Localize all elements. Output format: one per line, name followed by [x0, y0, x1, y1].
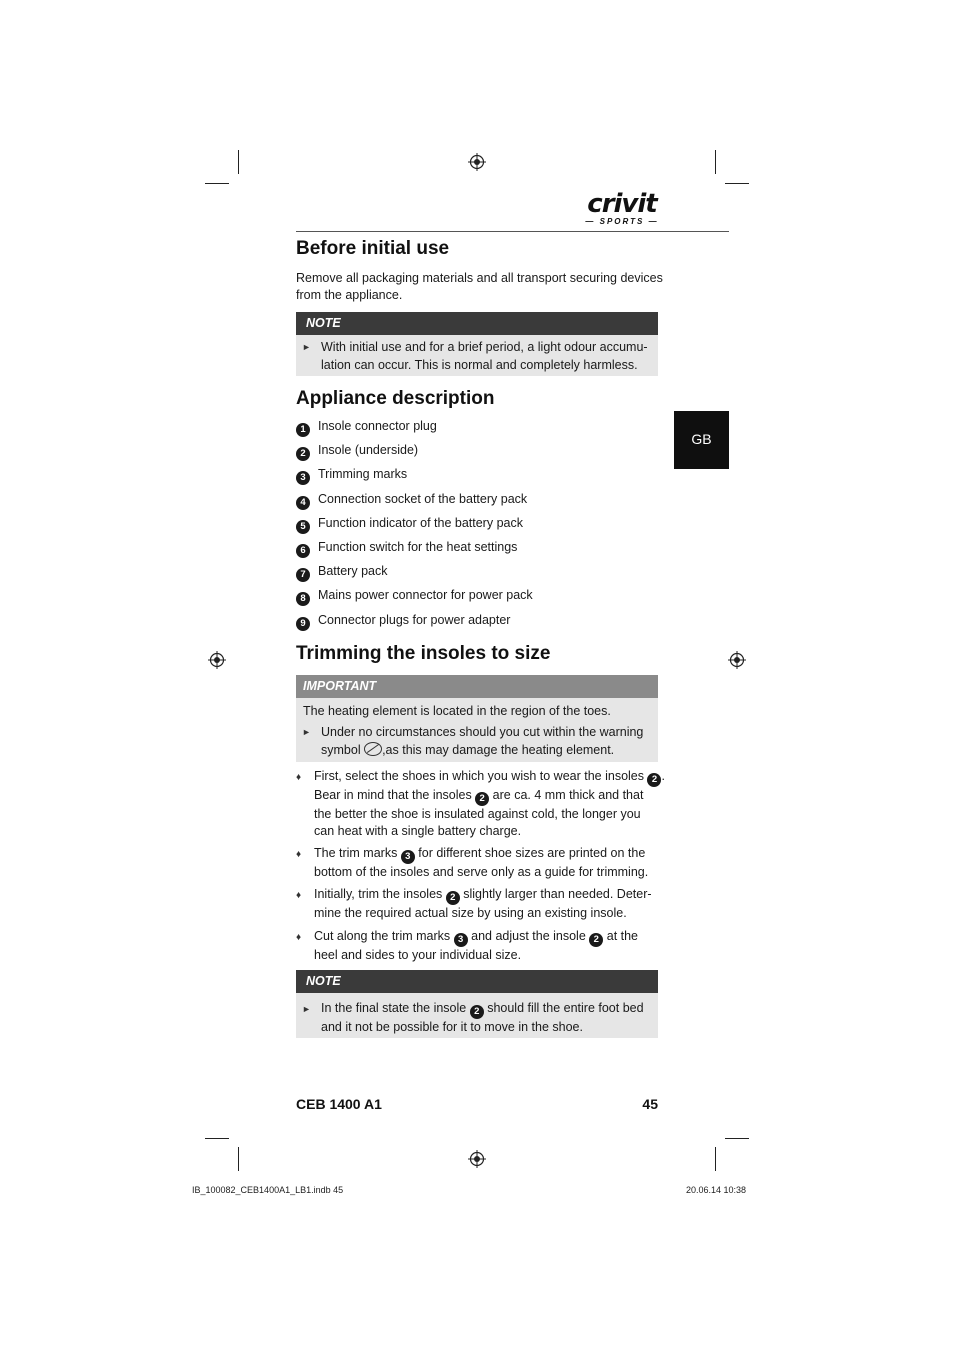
- model-number: CEB 1400 A1: [296, 1096, 382, 1112]
- appliance-item: [296, 612, 510, 631]
- appliance-item: [296, 491, 527, 510]
- diamond-bullet-icon: ♦: [296, 932, 302, 943]
- important-header: IMPORTANT: [296, 675, 658, 698]
- crop-mark: [725, 183, 749, 184]
- diamond-bullet-icon: ♦: [296, 890, 302, 901]
- appliance-item: [296, 587, 533, 606]
- before-use-text: Remove all packaging materials and all transport securing devices from the appliance.: [296, 271, 663, 302]
- item-label: Insole (underside): [318, 443, 419, 458]
- item-number: 1: [296, 423, 310, 437]
- brand-sub: — SPORTS —: [585, 217, 659, 226]
- arrow-icon: ►: [302, 1004, 311, 1014]
- item-label: Connector plugs for power adapter: [318, 612, 511, 627]
- item-number: 2: [296, 447, 310, 461]
- section-title-appliance: Appliance description: [296, 388, 495, 409]
- item-label: Connection socket of the battery pack: [318, 491, 528, 506]
- arrow-icon: ►: [302, 727, 311, 737]
- item-number: 7: [296, 568, 310, 582]
- item-number: 9: [296, 617, 310, 631]
- appliance-item: [296, 563, 387, 582]
- ref-number: 2: [475, 792, 489, 806]
- item-label: Trimming marks: [318, 467, 408, 482]
- print-slug-right: 20.06.14 10:38: [686, 1185, 747, 1195]
- print-slug-left: IB_100082_CEB1400A1_LB1.indb 45: [192, 1185, 344, 1195]
- appliance-item: [296, 466, 407, 485]
- crop-mark: [205, 183, 229, 184]
- item-number: 6: [296, 544, 310, 558]
- crop-mark: [238, 150, 239, 174]
- no-cut-symbol-icon: [364, 742, 382, 756]
- item-label: Function indicator of the battery pack: [318, 515, 523, 530]
- crop-mark: [238, 1147, 239, 1171]
- appliance-item: [296, 442, 418, 461]
- important-box: The heating element is located in the region of the toes. ► Under no circumstances should you cut within the warning symbol ,as this may damage the heating element.: [296, 698, 658, 762]
- registration-mark-icon: [468, 1150, 486, 1168]
- item-label: Function switch for the heat settings: [318, 540, 518, 554]
- registration-mark-icon: [468, 153, 486, 171]
- brand-name: crivit: [587, 189, 657, 219]
- note-box: ► With initial use and for a brief period, a light odour accumu- lation can occur. This is normal and completely harmless.: [296, 335, 658, 376]
- appliance-item: [296, 418, 437, 437]
- language-tab: GB: [674, 411, 729, 469]
- crop-mark: [715, 1147, 716, 1171]
- item-label: Insole connector plug: [318, 419, 437, 433]
- ref-number: 2: [589, 933, 603, 947]
- note-header: NOTE: [296, 970, 658, 993]
- page-number: 45: [642, 1096, 658, 1112]
- note-header: NOTE: [296, 312, 658, 335]
- item-number: 5: [296, 520, 310, 534]
- diamond-bullet-icon: ♦: [296, 772, 302, 783]
- item-label: Mains power connector for power pack: [318, 588, 533, 603]
- appliance-item: [296, 539, 517, 558]
- ref-number: 2: [647, 773, 661, 787]
- item-number: 3: [296, 471, 310, 485]
- section-title-before-use: Before initial use: [296, 238, 450, 259]
- ref-number: 3: [454, 933, 468, 947]
- item-number: 4: [296, 496, 310, 510]
- item-label: Battery pack: [318, 564, 388, 579]
- crop-mark: [205, 1138, 229, 1139]
- note-box: ► In the final state the insole 2 should fill the entire foot bed and it not be possible for it to move in the shoe.: [296, 993, 658, 1038]
- registration-mark-icon: [728, 651, 746, 669]
- section-title-trimming: Trimming the insoles to size: [296, 643, 551, 664]
- brand-logo: [584, 191, 660, 227]
- diamond-bullet-icon: ♦: [296, 849, 302, 860]
- ref-number: 2: [446, 891, 460, 905]
- arrow-icon: ►: [302, 342, 311, 352]
- ref-number: 3: [401, 850, 415, 864]
- ref-number: 2: [470, 1005, 484, 1019]
- crop-mark: [715, 150, 716, 174]
- registration-mark-icon: [208, 651, 226, 669]
- header-rule: [296, 231, 729, 232]
- appliance-item: [296, 515, 523, 534]
- crop-mark: [725, 1138, 749, 1139]
- item-number: 8: [296, 592, 310, 606]
